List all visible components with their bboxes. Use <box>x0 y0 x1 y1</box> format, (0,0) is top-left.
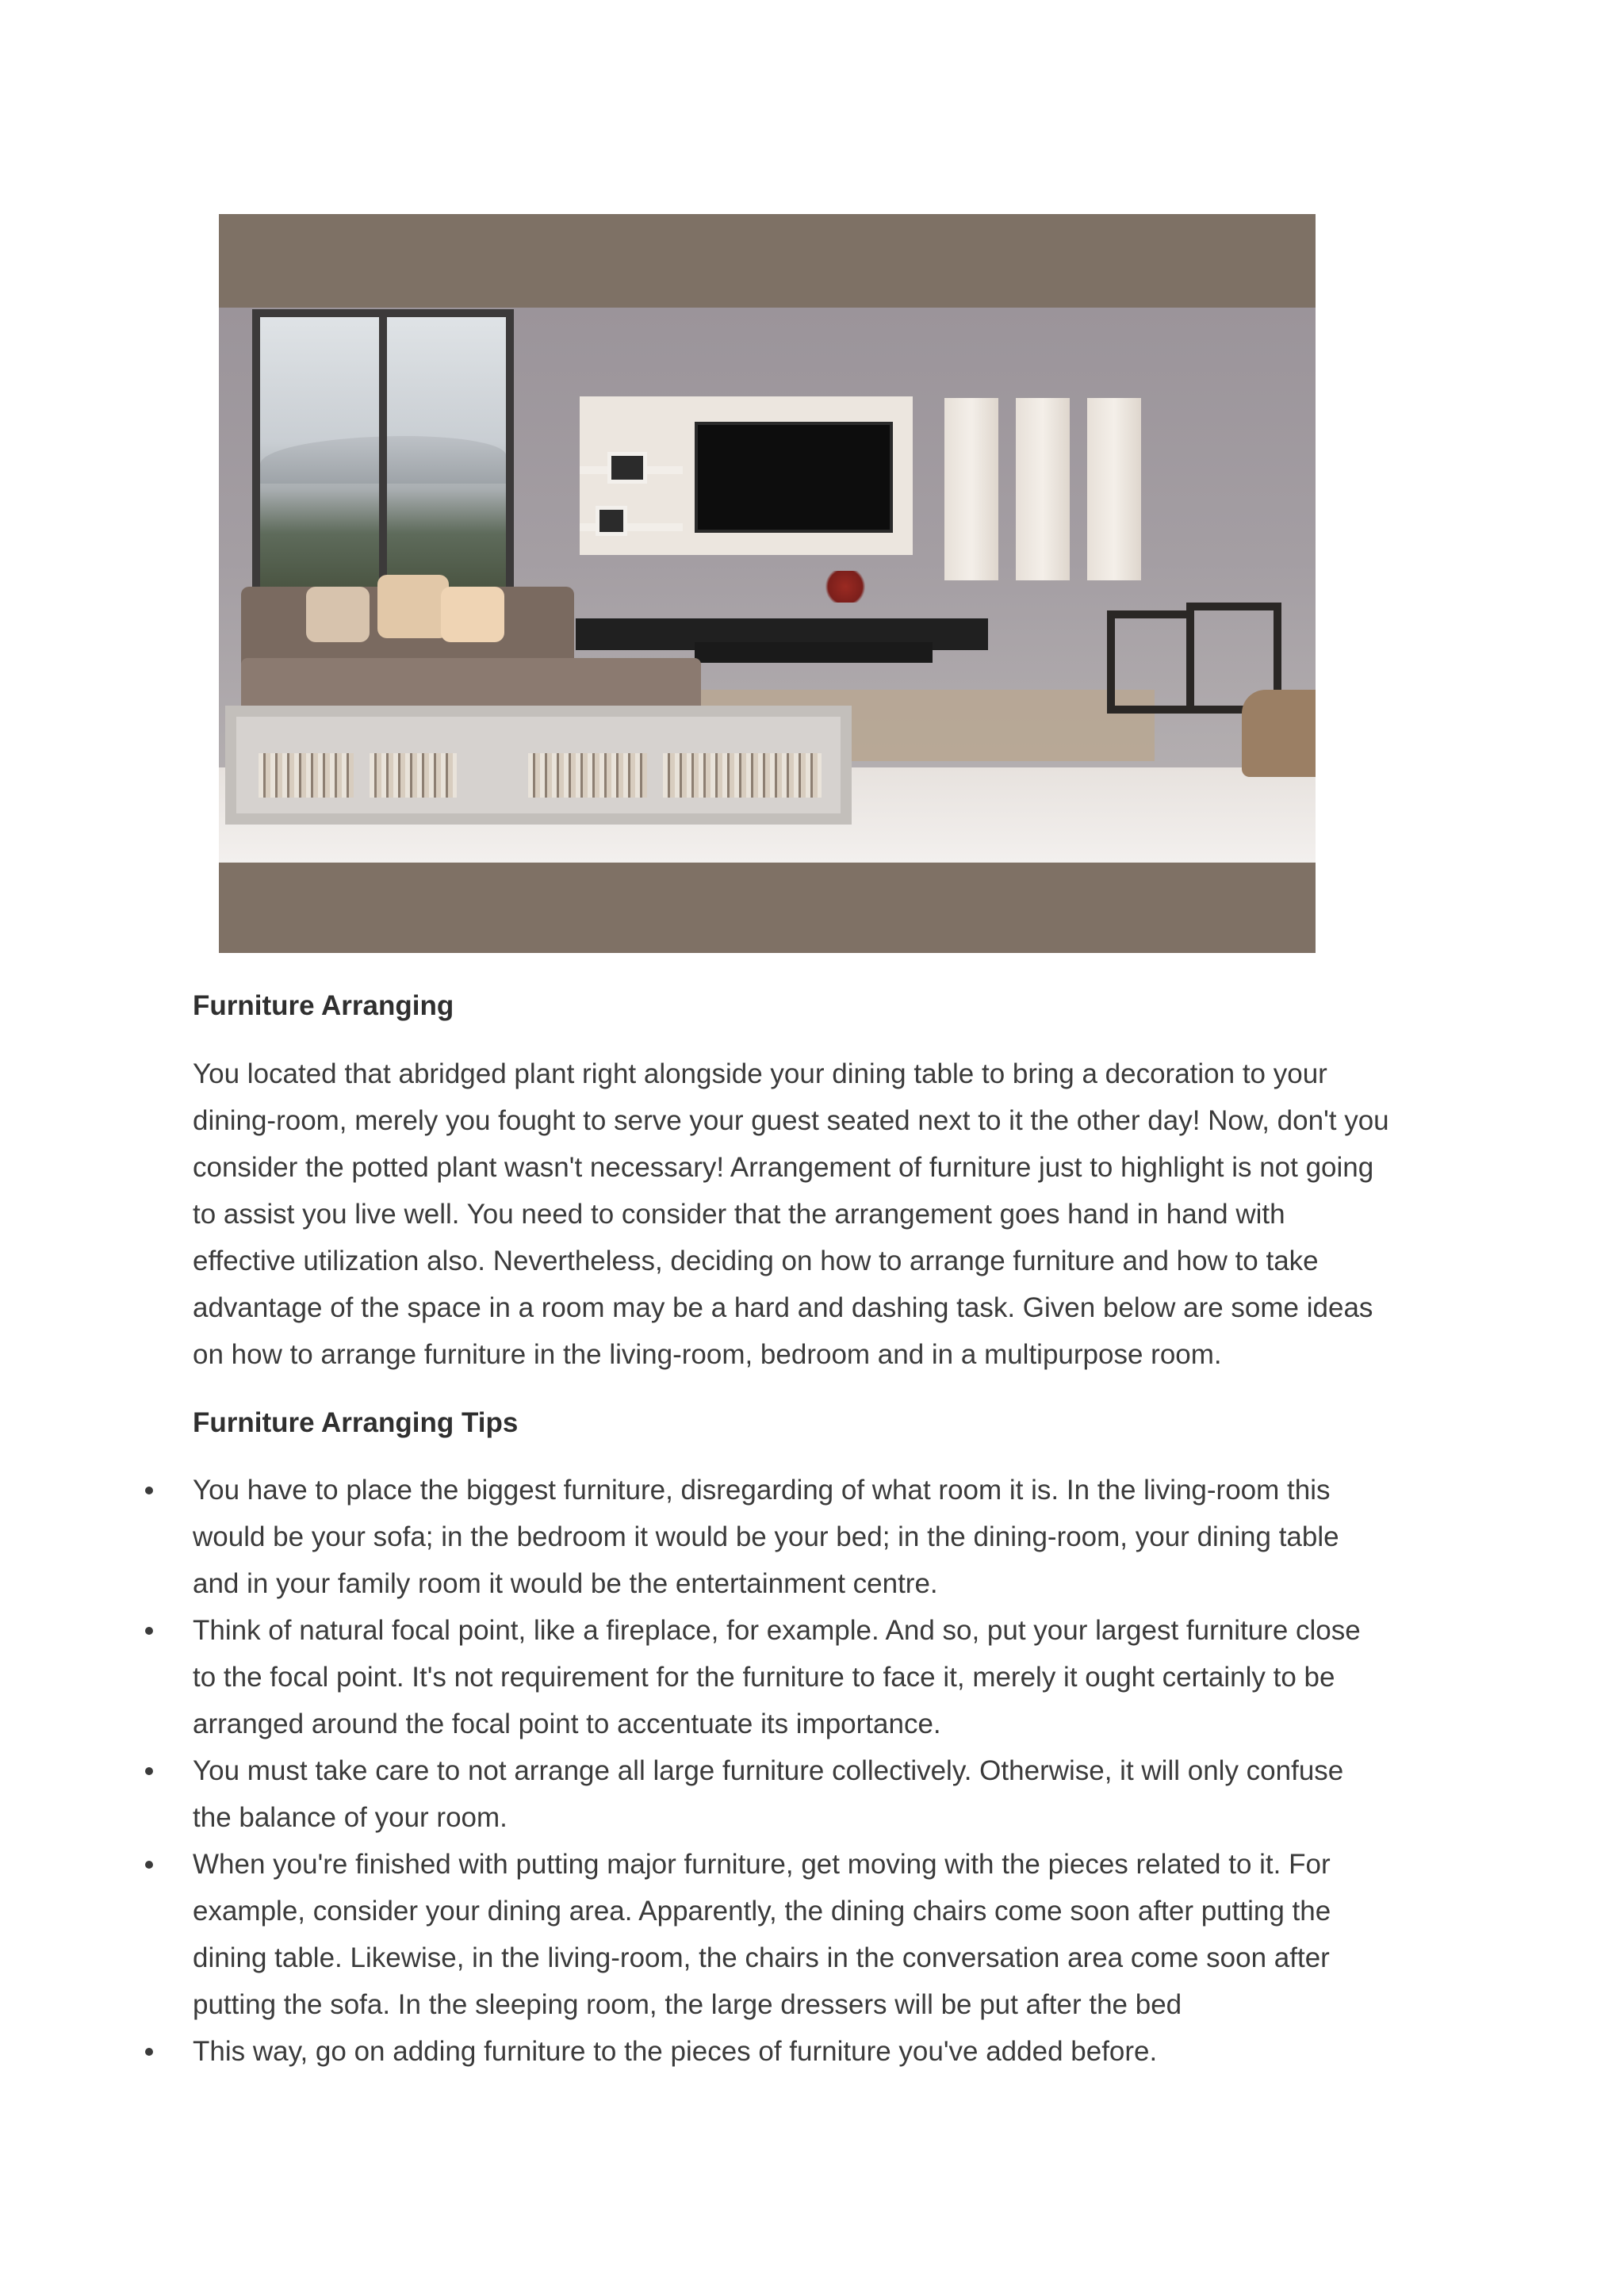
tip-line: Think of natural focal point, like a fireplace, for example. And so, put your largest furniture close <box>193 1615 1361 1646</box>
list-item <box>0 1841 1461 2028</box>
photo-books <box>663 753 822 798</box>
paragraph-line: advantage of the space in a room may be a hard and dashing task. Given below are some ideas <box>193 1292 1373 1323</box>
tip-line: dining table. Likewise, in the living-room, the chairs in the conversation area come soon after <box>193 1942 1330 1973</box>
bullet-icon <box>145 1767 153 1775</box>
bullet-icon <box>145 1861 153 1869</box>
tip-line: This way, go on adding furniture to the pieces of furniture you've added before. <box>193 2036 1158 2067</box>
tip-line: putting the sofa. In the sleeping room, the large dressers will be put after the bed <box>193 1989 1182 2020</box>
tip-line: When you're finished with putting major furniture, get moving with the pieces related to it. For <box>193 1849 1331 1880</box>
list-item <box>0 1747 1461 1841</box>
tip-line: to the focal point. It's not requirement for the furniture to face it, merely it ought certainly to be <box>193 1662 1335 1693</box>
paragraph-line: consider the potted plant wasn't necessary! Arrangement of furniture just to highlight is not going <box>193 1152 1374 1183</box>
photo-pillow <box>306 587 370 642</box>
tip-line: arranged around the focal point to accentuate its importance. <box>193 1709 941 1739</box>
photo-flowers <box>822 571 869 603</box>
photo-window <box>252 309 514 603</box>
photo-dining-chair <box>1107 610 1194 714</box>
paragraph-line: effective utilization also. Nevertheless, deciding on how to arrange furniture and how to take <box>193 1246 1319 1276</box>
photo-books <box>528 753 647 798</box>
intro-paragraph <box>193 1050 1461 1378</box>
photo-bottom-band <box>219 863 1316 953</box>
tip-line: You must take care to not arrange all large furniture collectively. Otherwise, it will only confuse <box>193 1755 1344 1786</box>
list-item <box>0 1607 1461 1747</box>
section-heading-furniture-arranging-tips: Furniture Arranging Tips <box>193 1407 519 1438</box>
photo-armchair <box>1242 690 1316 777</box>
tips-list <box>0 1467 1443 2075</box>
photo-books <box>370 753 457 798</box>
tip-line: example, consider your dining area. Apparently, the dining chairs come soon after putting the <box>193 1896 1331 1927</box>
photo-pillow <box>441 587 504 642</box>
bullet-icon <box>145 1627 153 1635</box>
tip-line: the balance of your room. <box>193 1802 508 1833</box>
photo-coffee-table <box>695 642 933 663</box>
photo-wall-cabinet <box>1016 398 1070 580</box>
list-item <box>0 1467 1461 1607</box>
photo-pillow <box>377 575 449 638</box>
photo-wall-cabinet <box>1087 398 1141 580</box>
photo-window-mullion <box>379 317 387 595</box>
photo-books <box>259 753 354 798</box>
photo-picture-frame <box>596 506 627 536</box>
tip-line: would be your sofa; in the bedroom it would be your bed; in the dining-room, your dining table <box>193 1521 1339 1552</box>
paragraph-line: dining-room, merely you fought to serve your guest seated next to it the other day! Now, don't you <box>193 1105 1389 1136</box>
photo-top-band <box>219 214 1316 308</box>
paragraph-line: You located that abridged plant right alongside your dining table to bring a decoration to your <box>193 1058 1327 1089</box>
tip-line: and in your family room it would be the entertainment centre. <box>193 1568 938 1599</box>
paragraph-line: on how to arrange furniture in the living-room, bedroom and in a multipurpose room. <box>193 1339 1222 1370</box>
tip-line: You have to place the biggest furniture, disregarding of what room it is. In the living-room this <box>193 1475 1331 1506</box>
paragraph-line: to assist you live well. You need to consider that the arrangement goes hand in hand with <box>193 1199 1285 1230</box>
living-room-photo <box>219 214 1316 953</box>
photo-wall-cabinet <box>944 398 998 580</box>
photo-tv <box>695 422 893 533</box>
list-item <box>0 2028 1461 2075</box>
bullet-icon <box>145 2048 153 2056</box>
photo-picture-frame <box>607 452 647 484</box>
section-heading-furniture-arranging: Furniture Arranging <box>193 990 454 1021</box>
bullet-icon <box>145 1487 153 1494</box>
